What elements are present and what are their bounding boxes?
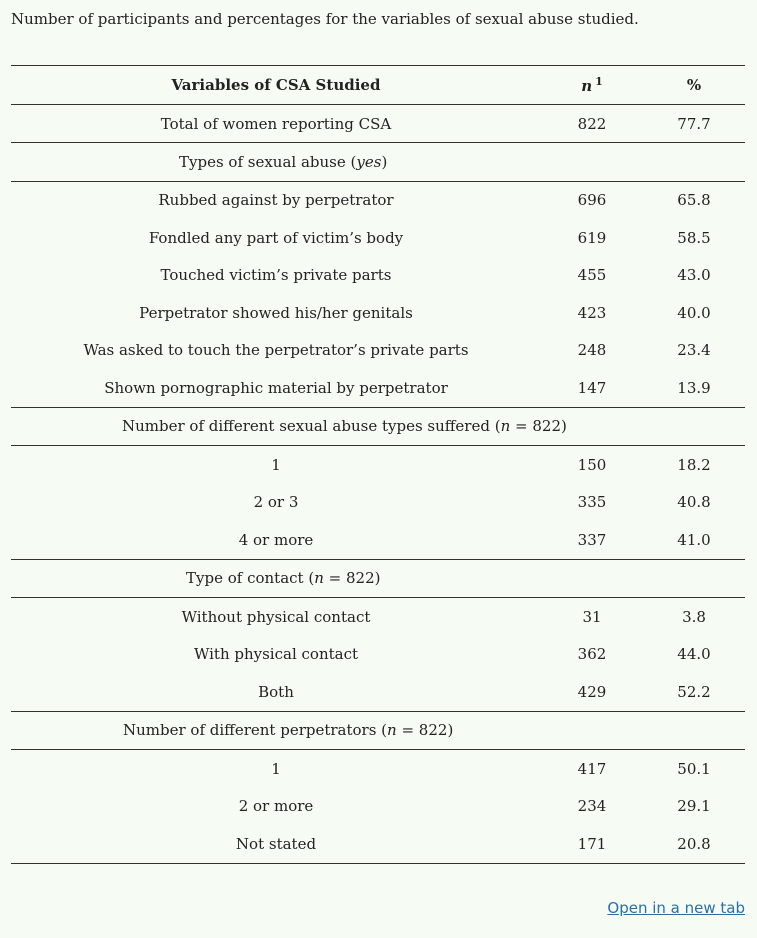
table-row bbox=[11, 181, 745, 219]
header-row bbox=[11, 66, 745, 105]
section-title-text: Number of different perpetrators ( bbox=[123, 721, 388, 740]
header-n-footnote: 1 bbox=[595, 75, 603, 88]
section-title-text: Type of contact ( bbox=[186, 569, 315, 588]
row-pct: 41.0 bbox=[677, 530, 711, 549]
section-header-row bbox=[11, 407, 745, 446]
section-title-tail: = 822) bbox=[396, 721, 454, 740]
section-title-italic: n bbox=[387, 721, 397, 740]
section-title bbox=[11, 559, 745, 598]
section-title-tail: ) bbox=[381, 152, 388, 171]
total-row bbox=[11, 105, 745, 143]
open-new-tab-link[interactable]: Open in a new tab bbox=[607, 899, 745, 917]
header-n-label: n bbox=[581, 77, 593, 95]
section-title-italic: yes bbox=[356, 152, 382, 171]
row-label: Rubbed against by perpetrator bbox=[158, 191, 394, 210]
header-percent: % bbox=[643, 66, 745, 105]
row-pct: 23.4 bbox=[677, 341, 711, 360]
row-label: Fondled any part of victim’s body bbox=[148, 228, 404, 247]
section-title bbox=[11, 407, 745, 446]
row-label: Both bbox=[258, 682, 294, 701]
row-pct: 40.8 bbox=[677, 493, 711, 512]
row-label: 1 bbox=[271, 455, 281, 474]
row-pct: 40.0 bbox=[677, 303, 711, 322]
row-label: Shown pornographic material by perpetrator bbox=[104, 378, 448, 397]
row-pct: 29.1 bbox=[677, 797, 711, 816]
row-label: Touched victim’s private parts bbox=[160, 266, 392, 285]
row-pct: 52.2 bbox=[677, 682, 711, 701]
table-row bbox=[11, 521, 745, 559]
table-row bbox=[11, 750, 745, 788]
table-row bbox=[11, 788, 745, 826]
row-label: 1 bbox=[271, 759, 281, 778]
table-row bbox=[11, 257, 745, 295]
row-n: 147 bbox=[577, 378, 607, 397]
table-body bbox=[11, 105, 745, 864]
table-row bbox=[11, 332, 745, 370]
table-row bbox=[11, 636, 745, 674]
row-n: 429 bbox=[577, 682, 607, 701]
section-title bbox=[11, 711, 745, 750]
row-n: 31 bbox=[582, 607, 602, 626]
row-pct: 44.0 bbox=[677, 645, 711, 664]
row-n: 455 bbox=[577, 266, 607, 285]
row-n: 150 bbox=[577, 455, 607, 474]
row-pct: 58.5 bbox=[677, 228, 711, 247]
row-n: 234 bbox=[577, 797, 607, 816]
section-header-row bbox=[11, 143, 745, 182]
row-pct: 18.2 bbox=[677, 455, 711, 474]
total-pct: 77.7 bbox=[643, 105, 745, 143]
row-label: Not stated bbox=[235, 834, 317, 853]
section-header-row bbox=[11, 711, 745, 750]
section-title-tail: = 822) bbox=[510, 417, 567, 436]
table-caption: Number of participants and percentages for the variables of sexual abuse studied. bbox=[11, 10, 639, 28]
row-n: 335 bbox=[577, 493, 607, 512]
total-label: Total of women reporting CSA bbox=[11, 105, 541, 143]
total-n: 822 bbox=[541, 105, 643, 143]
table-row bbox=[11, 825, 745, 863]
row-n: 619 bbox=[577, 228, 607, 247]
section-header-row bbox=[11, 559, 745, 598]
table-row bbox=[11, 219, 745, 257]
row-n: 248 bbox=[577, 341, 607, 360]
table-row bbox=[11, 484, 745, 522]
row-n: 171 bbox=[577, 834, 607, 853]
section-title-tail: = 822) bbox=[323, 569, 381, 588]
section-title-italic: n bbox=[314, 569, 324, 588]
table-row bbox=[11, 673, 745, 711]
row-pct: 65.8 bbox=[677, 191, 711, 210]
row-pct: 20.8 bbox=[677, 834, 711, 853]
row-label: Was asked to touch the perpetrator’s private parts bbox=[83, 341, 469, 360]
row-label: Without physical contact bbox=[181, 607, 371, 626]
table-row bbox=[11, 369, 745, 407]
section-title bbox=[11, 143, 745, 182]
row-n: 337 bbox=[577, 530, 607, 549]
row-label: With physical contact bbox=[193, 645, 359, 664]
row-n: 423 bbox=[577, 303, 607, 322]
row-pct: 3.8 bbox=[682, 607, 706, 626]
table-row bbox=[11, 598, 745, 636]
row-n: 696 bbox=[577, 191, 607, 210]
row-n: 417 bbox=[577, 759, 607, 778]
section-title-text: Number of different sexual abuse types suffered ( bbox=[122, 417, 501, 436]
row-label: 4 or more bbox=[238, 530, 314, 549]
row-n: 362 bbox=[577, 645, 607, 664]
table-row bbox=[11, 294, 745, 332]
section-title-italic: n bbox=[500, 417, 511, 436]
row-label: 2 or 3 bbox=[253, 493, 299, 512]
row-pct: 13.9 bbox=[677, 378, 711, 397]
row-label: Perpetrator showed his/her genitals bbox=[139, 303, 413, 322]
header-variable: Variables of CSA Studied bbox=[11, 66, 541, 105]
csa-table bbox=[11, 65, 745, 864]
header-n bbox=[541, 66, 643, 105]
row-pct: 43.0 bbox=[677, 266, 711, 285]
row-label: 2 or more bbox=[238, 797, 314, 816]
row-pct: 50.1 bbox=[677, 759, 711, 778]
table-row bbox=[11, 446, 745, 484]
section-title-text: Types of sexual abuse ( bbox=[179, 152, 357, 171]
